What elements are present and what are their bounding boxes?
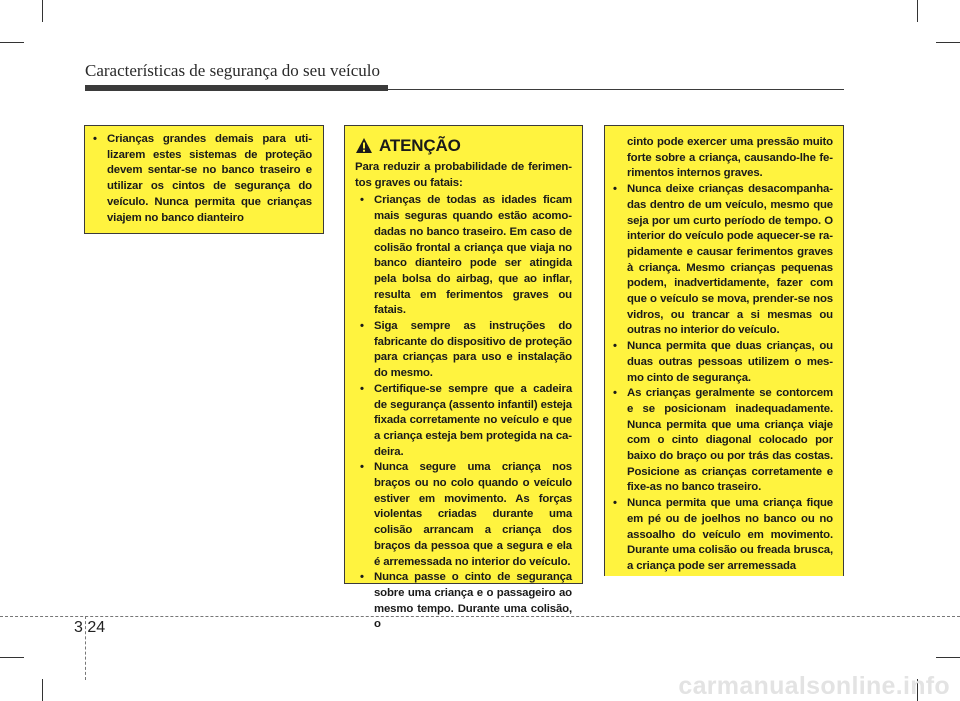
list-item: • Crianças de todas as idades ficam mais seguras quando estão acomodadas no banco traseiro. Em caso de colisão frontal a criança que viaja no banco dianteiro pode ser atingida pela bolsa do airbag, que ao inflar, resulta em ferimentos graves ou fatais. [355, 193, 572, 319]
list-item: • As crianças geralmente se contorcem e se posicionam inadequadamente. Nunca permita que uma criança viaje com o cinto diagonal colocado por baixo do braço ou por trás das costas. Posicione as crianças corretamente e fixe-as no banco traseiro. [608, 386, 833, 496]
continuation-text: cinto pode exercer uma pressão muito forte sobre a criança, causando-lhe ferimentos internos graves. [627, 136, 833, 180]
crop-mark [0, 42, 24, 43]
crop-mark [936, 657, 960, 658]
list-item: • Nunca permita que duas crianças, ou duas outras pessoas utilizem o mesmo cinto de segurança. [608, 339, 833, 386]
crop-mark [917, 0, 918, 22]
left-note-box [84, 125, 324, 234]
list-item: • Nunca deixe crianças desacompanhadas dentro de um veículo, mesmo que seja por um curto período de tempo. O interior do veículo pode aquecer-se rapidamente e causar ferimentos graves à criança. Mesmo crianças pequenas podem, inadvertidamente, fazer com que o veículo se mova, prender-se nos vidros, ou trancar a si mesmas ou outras no interior do veículo. [608, 182, 833, 339]
warning-continuation-box [604, 125, 844, 576]
page-header-title: Características de segurança do seu veículo [85, 61, 381, 80]
page-number: 3 24 [74, 619, 106, 636]
watermark: carmanualsonline.info [678, 672, 950, 700]
warning-list [355, 193, 572, 633]
continuation-list [608, 182, 833, 575]
footer-rule [0, 616, 960, 617]
list-item: • Siga sempre as instruções do fabricante do dispositivo de proteção para crianças para uso e instalação do mesmo. [355, 319, 572, 382]
warning-box [344, 125, 583, 631]
crop-mark [0, 657, 24, 658]
warning-intro: Para reduzir a probabilidade de ferimentos graves ou fatais: [355, 161, 572, 189]
warning-heading [355, 137, 572, 154]
list-item: • Nunca passe o cinto de segurança sobre uma criança e o passageiro ao mesmo tempo. Durante uma colisão, o [355, 570, 572, 633]
crop-mark [936, 42, 960, 43]
list-item: • Certifique-se sempre que a cadeira de segurança (assento infantil) esteja fixada corretamente no veículo e que a criança esteja bem protegida na cadeira. [355, 382, 572, 461]
list-item: • Crianças grandes demais para utilizarem estes sistemas de proteção devem sentar-se no banco traseiro e utilizar os cintos de segurança do veículo. Nunca permita que crianças viajem no banco dianteiro [88, 132, 312, 226]
warning-triangle-icon [355, 137, 373, 154]
list-item: • Nunca segure uma criança nos braços ou no colo quando o veículo estiver em movimento. As forças violentas criadas durante uma colisão arrancam a criança dos braços da pessoa que a segura e ela é arremessada no interior do veículo. [355, 460, 572, 570]
header-rule [388, 89, 844, 90]
header-bar [85, 85, 388, 91]
list-item: • Nunca permita que uma criança fique em pé ou de joelhos no banco ou no assoalho do veículo em movimento. Durante uma colisão ou freada brusca, a criança pode ser arremessada [608, 496, 833, 575]
crop-mark [42, 679, 43, 701]
left-note-list [88, 132, 312, 226]
warning-title: ATENÇÃO [379, 135, 461, 155]
crop-mark [42, 0, 43, 22]
